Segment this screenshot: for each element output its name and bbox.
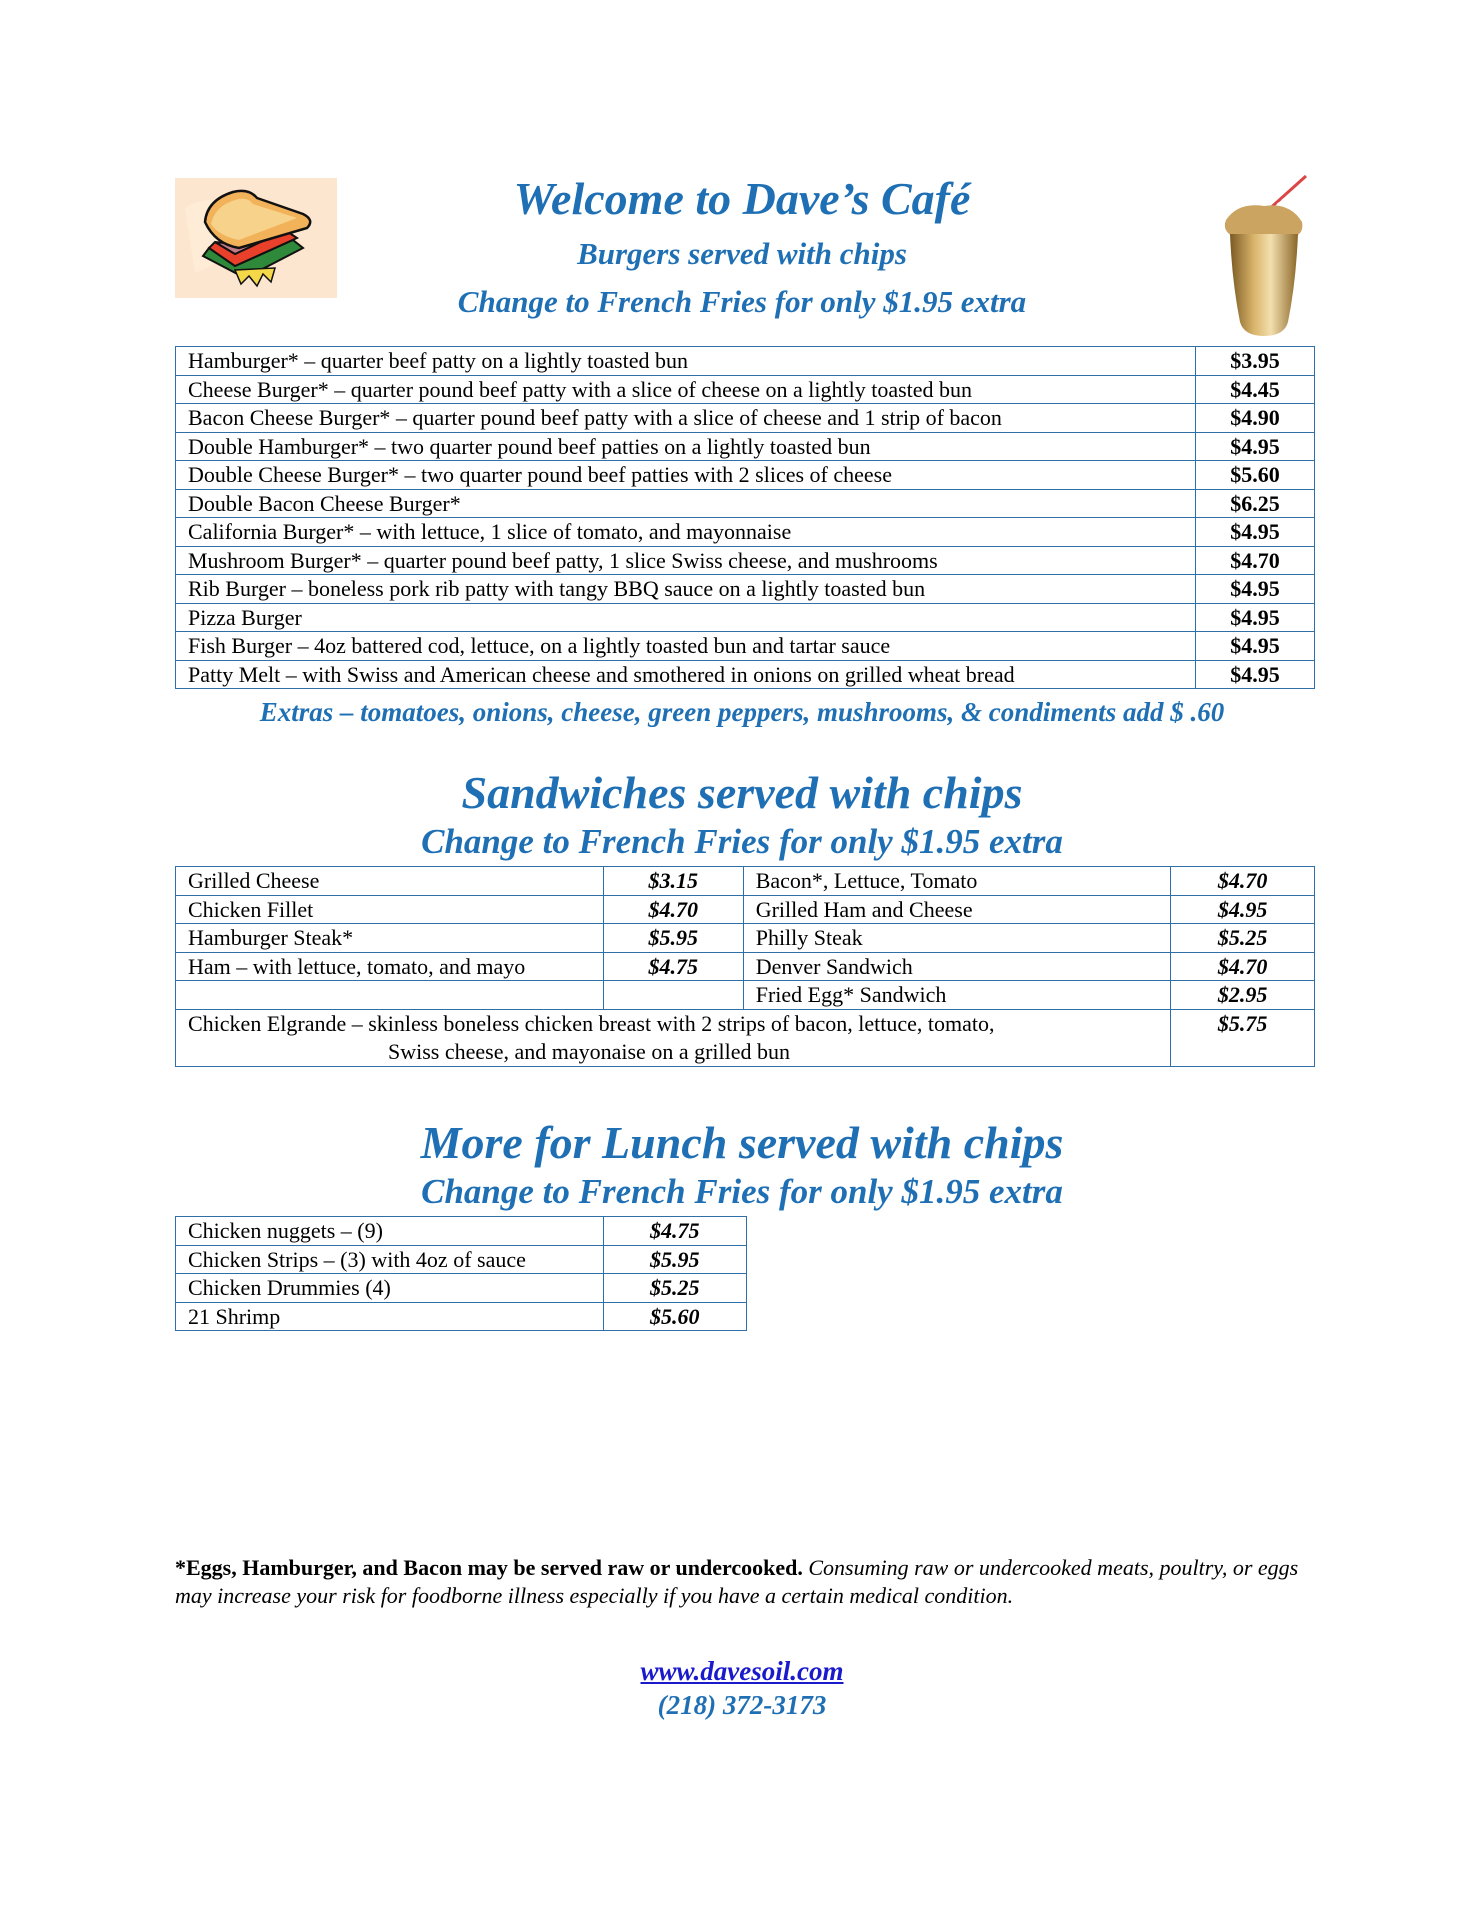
- item-price: $5.95: [603, 1245, 746, 1274]
- item-name: Grilled Cheese: [176, 867, 604, 896]
- table-row: [176, 518, 1315, 547]
- lunch-fries-note: Change to French Fries for only $1.95 extra: [421, 1172, 1063, 1211]
- notice-bold: *Eggs, Hamburger, and Bacon may be served raw or undercooked.: [175, 1555, 803, 1580]
- item-name: [176, 1009, 1171, 1066]
- table-row: [176, 347, 1315, 376]
- item-price: $4.70: [1196, 546, 1315, 575]
- table-row: [176, 1274, 747, 1303]
- item-name: Bacon Cheese Burger* – quarter pound beef patty with a slice of cheese and 1 strip of bacon: [176, 404, 1196, 433]
- item-price: $4.95: [1196, 632, 1315, 661]
- item-price: $5.25: [603, 1274, 746, 1303]
- item-name: California Burger* – with lettuce, 1 slice of tomato, and mayonnaise: [176, 518, 1196, 547]
- table-row: [176, 660, 1315, 689]
- item-price: $5.95: [603, 924, 743, 953]
- table-row: [176, 867, 1315, 896]
- sandwiches-fries-note: Change to French Fries for only $1.95 extra: [421, 822, 1063, 861]
- table-row: [176, 895, 1315, 924]
- item-price: [603, 981, 743, 1010]
- item-price: $6.25: [1196, 489, 1315, 518]
- item-name: Mushroom Burger* – quarter pound beef patty, 1 slice Swiss cheese, and mushrooms: [176, 546, 1196, 575]
- food-safety-notice: [175, 1554, 1325, 1610]
- item-price: $3.95: [1196, 347, 1315, 376]
- item-name: Chicken nuggets – (9): [176, 1217, 604, 1246]
- item-name: Denver Sandwich: [743, 952, 1171, 981]
- item-name: Double Bacon Cheese Burger*: [176, 489, 1196, 518]
- item-price: $5.60: [1196, 461, 1315, 490]
- table-row: [176, 924, 1315, 953]
- item-name: Cheese Burger* – quarter pound beef patty with a slice of cheese on a lightly toasted bun: [176, 375, 1196, 404]
- table-row: [176, 575, 1315, 604]
- table-row: [176, 489, 1315, 518]
- item-name: 21 Shrimp: [176, 1302, 604, 1331]
- item-price: $4.95: [1196, 518, 1315, 547]
- table-row: [176, 546, 1315, 575]
- fries-note: Change to French Fries for only $1.95 extra: [457, 284, 1027, 319]
- item-price: $2.95: [1171, 981, 1315, 1010]
- item-price: $4.95: [1196, 660, 1315, 689]
- item-price: $5.25: [1171, 924, 1315, 953]
- item-price: $4.70: [1171, 867, 1315, 896]
- item-name: Hamburger* – quarter beef patty on a lightly toasted bun: [176, 347, 1196, 376]
- item-name: Fish Burger – 4oz battered cod, lettuce, on a lightly toasted bun and tartar sauce: [176, 632, 1196, 661]
- item-name: Hamburger Steak*: [176, 924, 604, 953]
- lunch-table: [175, 1216, 747, 1331]
- item-price: $4.95: [1196, 575, 1315, 604]
- item-price: $4.70: [1171, 952, 1315, 981]
- table-row: [176, 375, 1315, 404]
- sandwiches-table: [175, 866, 1315, 1067]
- item-name: [176, 981, 604, 1010]
- item-name: Fried Egg* Sandwich: [743, 981, 1171, 1010]
- elgrande-line-1: Chicken Elgrande – skinless boneless chicken breast with 2 strips of bacon, lettuce, tomato,: [188, 1010, 995, 1036]
- item-name: Grilled Ham and Cheese: [743, 895, 1171, 924]
- notice-italic: Consuming raw or undercooked meats, poultry, or eggs may increase your risk for foodborne illness especially if you have a certain medical condition.: [175, 1555, 1299, 1608]
- table-row: [176, 632, 1315, 661]
- item-price: $4.45: [1196, 375, 1315, 404]
- item-price: $4.95: [1196, 603, 1315, 632]
- table-row: [176, 461, 1315, 490]
- lunch-title: More for Lunch served with chips: [420, 1117, 1064, 1168]
- item-price: $4.95: [1171, 895, 1315, 924]
- item-name: Rib Burger – boneless pork rib patty with tangy BBQ sauce on a lightly toasted bun: [176, 575, 1196, 604]
- item-name: Patty Melt – with Swiss and American cheese and smothered in onions on grilled wheat bread: [176, 660, 1196, 689]
- item-name: Ham – with lettuce, tomato, and mayo: [176, 952, 604, 981]
- table-row: [176, 981, 1315, 1010]
- table-row: [176, 404, 1315, 433]
- elgrande-line-2: Swiss cheese, and mayonaise on a grilled bun: [388, 1038, 791, 1064]
- item-price: $5.60: [603, 1302, 746, 1331]
- item-name: Chicken Drummies (4): [176, 1274, 604, 1303]
- sandwiches-title: Sandwiches served with chips: [461, 767, 1023, 818]
- item-price: $5.75: [1171, 1009, 1315, 1066]
- website-link[interactable]: www.davesoil.com: [640, 1656, 844, 1686]
- table-row: [176, 1302, 747, 1331]
- item-price: $3.15: [603, 867, 743, 896]
- item-name: Double Cheese Burger* – two quarter pound beef patties with 2 slices of cheese: [176, 461, 1196, 490]
- extras-note: Extras – tomatoes, onions, cheese, green peppers, mushrooms, & condiments add $ .60: [259, 697, 1225, 727]
- item-name: Double Hamburger* – two quarter pound beef patties on a lightly toasted bun: [176, 432, 1196, 461]
- table-row: [176, 1245, 747, 1274]
- item-price: $4.75: [603, 952, 743, 981]
- item-name: Chicken Strips – (3) with 4oz of sauce: [176, 1245, 604, 1274]
- table-row: [176, 603, 1315, 632]
- burgers-table: [175, 346, 1315, 689]
- item-price: $4.75: [603, 1217, 746, 1246]
- item-price: $4.90: [1196, 404, 1315, 433]
- burgers-subtitle: Burgers served with chips: [577, 236, 907, 271]
- item-name: Bacon*, Lettuce, Tomato: [743, 867, 1171, 896]
- item-name: Philly Steak: [743, 924, 1171, 953]
- cafe-title: Welcome to Dave’s Café: [513, 173, 971, 224]
- item-price: $4.70: [603, 895, 743, 924]
- table-row: [176, 952, 1315, 981]
- table-row-elgrande: [176, 1009, 1315, 1066]
- table-row: [176, 1217, 747, 1246]
- phone-number: (218) 372-3173: [657, 1690, 827, 1720]
- item-price: $4.95: [1196, 432, 1315, 461]
- table-row: [176, 432, 1315, 461]
- item-name: Chicken Fillet: [176, 895, 604, 924]
- item-name: Pizza Burger: [176, 603, 1196, 632]
